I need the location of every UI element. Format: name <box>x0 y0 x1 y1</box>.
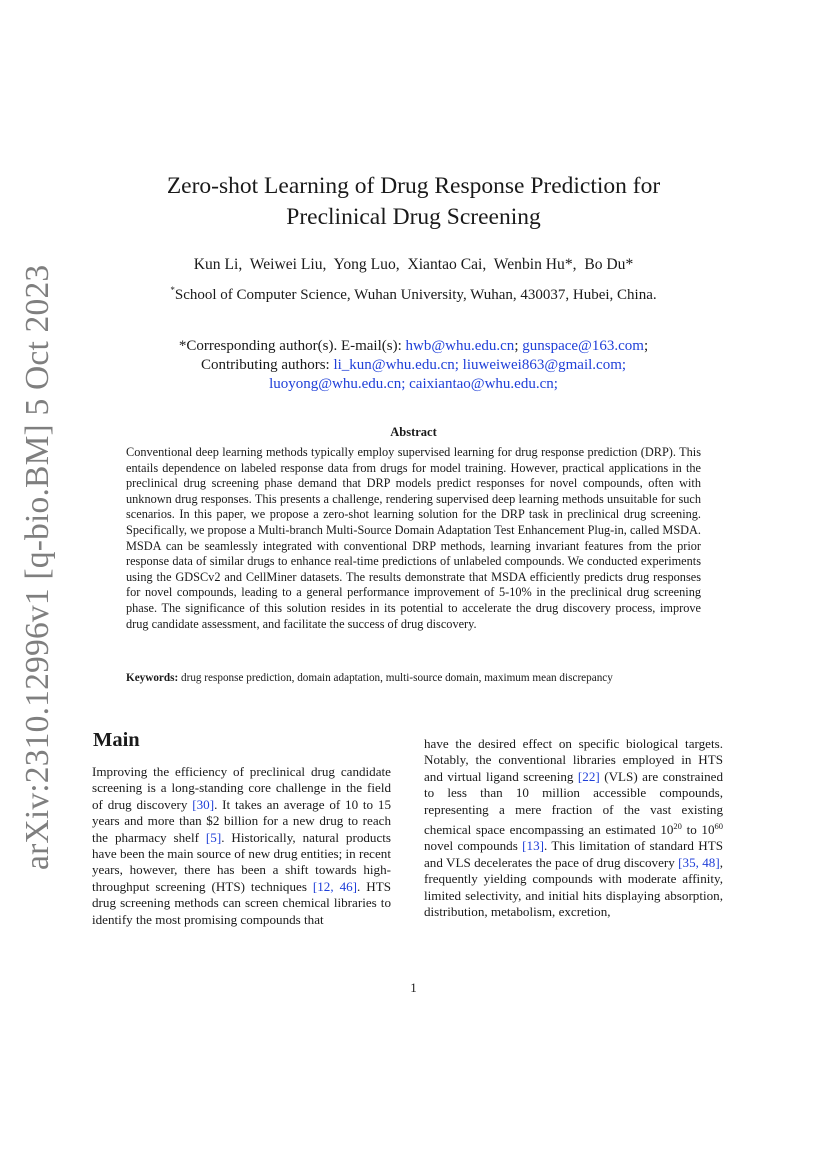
citation-link[interactable]: [22] <box>577 768 600 784</box>
keywords <box>126 671 701 686</box>
exponent: 20 <box>673 821 682 832</box>
affiliation <box>0 285 827 304</box>
body-text: . This limitation of standard HTS and VLS decelerates the pace of drug discovery <box>424 838 723 870</box>
citation-link[interactable]: [12, 46] <box>312 878 358 894</box>
corresponding-label: *Corresponding author(s). E-mail(s): <box>178 338 406 354</box>
body-text: (VLS) are constrained to less than 10 million accessible compounds, representing a mere fraction of the vast existing chemical space encompassing an estimated 10 <box>424 768 723 838</box>
citation-link[interactable]: [13] <box>522 838 544 854</box>
contributing-label: Contributing authors: <box>200 357 334 373</box>
body-text: , frequently yielding compounds with moderate affinity, limited selectivity, and initial hits displaying absorption, distribution, metabolism, excretion, <box>424 854 723 920</box>
left-column-text <box>92 764 391 928</box>
arxiv-identifier-stamp: arXiv:2310.12996v1 [q-bio.BM] 5 Oct 2023 <box>19 264 56 870</box>
affiliation-text: School of Computer Science, Wuhan University, Wuhan, 430037, Hubei, China. <box>174 287 657 303</box>
separator: ; <box>553 376 558 392</box>
separator: ; <box>621 357 627 373</box>
email-link-liuweiwei[interactable]: liuweiwei863@gmail.com <box>462 357 622 373</box>
separator: ; <box>514 338 523 354</box>
title-line-2: Preclinical Drug Screening <box>286 204 541 230</box>
body-text: have the desired effect on specific biological targets. Notably, the conventional libraries employed in HTS and virtual ligand screening <box>424 736 723 784</box>
separator: ; <box>401 376 410 392</box>
email-link-hwb[interactable]: hwb@whu.edu.cn <box>405 338 515 354</box>
body-text: to 10 <box>681 822 715 838</box>
citation-link[interactable]: [35, 48] <box>678 854 720 870</box>
body-text: novel compounds <box>424 838 523 854</box>
keywords-text: drug response prediction, domain adaptation, multi-source domain, maximum mean discrepancy <box>178 672 613 684</box>
email-link-li-kun[interactable]: li_kun@whu.edu.cn <box>333 357 455 373</box>
contributing-line-2 <box>0 375 827 394</box>
contributing-line <box>0 356 827 375</box>
paper-title <box>120 171 707 233</box>
body-text: . HTS drug screening methods can screen chemical libraries to identify the most promising compounds that <box>92 878 391 927</box>
author-list: Kun Li, Weiwei Liu, Yong Luo, Xiantao Cai, Wenbin Hu*, Bo Du* <box>193 256 634 273</box>
exponent: 60 <box>714 821 724 832</box>
citation-link[interactable]: [5] <box>205 829 222 845</box>
body-text: . It takes an average of 10 to 15 years and more than $2 billion for a new drug to reach the pharmacy shelf <box>92 796 392 845</box>
corresponding-line <box>0 337 827 356</box>
citation-link[interactable]: [30] <box>192 796 215 812</box>
abstract-heading: Abstract <box>390 425 437 439</box>
abstract-text: Conventional deep learning methods typically employ supervised learning for drug response prediction (DRP). This entails dependence on labeled response data from drugs for model training. However, practical applications in the preclinical drug screening phase demand that DRP models predict responses for novel compounds, often with unknown drug responses. This presents a challenge, rendering supervised deep learning methods unsuitable for such scenarios. In this paper, we propose a zero-shot learning solution for the DRP task in preclinical drug screening. Specifically, we propose a Multi-branch Multi-Source Domain Adaptation Test Enhancement Plug-in, called MSDA. MSDA can be seamlessly integrated with conventional DRP methods, learning invariant features from the prior response data of similar drugs to enhance real-time predictions of unlabeled compounds. We conducted experiments using the GDSCv2 and CellMiner datasets. The results demonstrate that MSDA efficiently predicts drug responses for novel compounds, leading to a general performance improvement of 5-10% in the preclinical drug screening phase. The significance of this solution resides in its potential to accelerate the drug discovery process, improve drug candidate assessment, and facilitate the success of drug discovery. <box>126 445 701 631</box>
keywords-label: Keywords: <box>126 672 179 684</box>
affiliation-mark: * <box>170 285 175 295</box>
page-number: 1 <box>410 980 417 995</box>
section-heading-main: Main <box>93 729 140 751</box>
body-text: Improving the efficiency of preclinical drug candidate screening is a long-standing core challenge in the field of drug discovery <box>92 764 391 812</box>
right-column-text <box>424 736 723 920</box>
title-line-1: Zero-shot Learning of Drug Response Prediction for <box>166 173 661 199</box>
separator: ; <box>454 357 463 373</box>
body-text: . Historically, natural products have been the main source of new drug entities; in recent years, however, there has been a shift towards high-throughput screening (HTS) techniques <box>92 829 392 894</box>
correspondence-block <box>0 337 827 394</box>
email-link-gunspace[interactable]: gunspace@163.com <box>522 338 644 354</box>
separator: ; <box>643 338 649 354</box>
email-link-caixiantao[interactable]: caixiantao@whu.edu.cn <box>409 376 554 392</box>
email-link-luoyong[interactable]: luoyong@whu.edu.cn <box>269 376 402 392</box>
